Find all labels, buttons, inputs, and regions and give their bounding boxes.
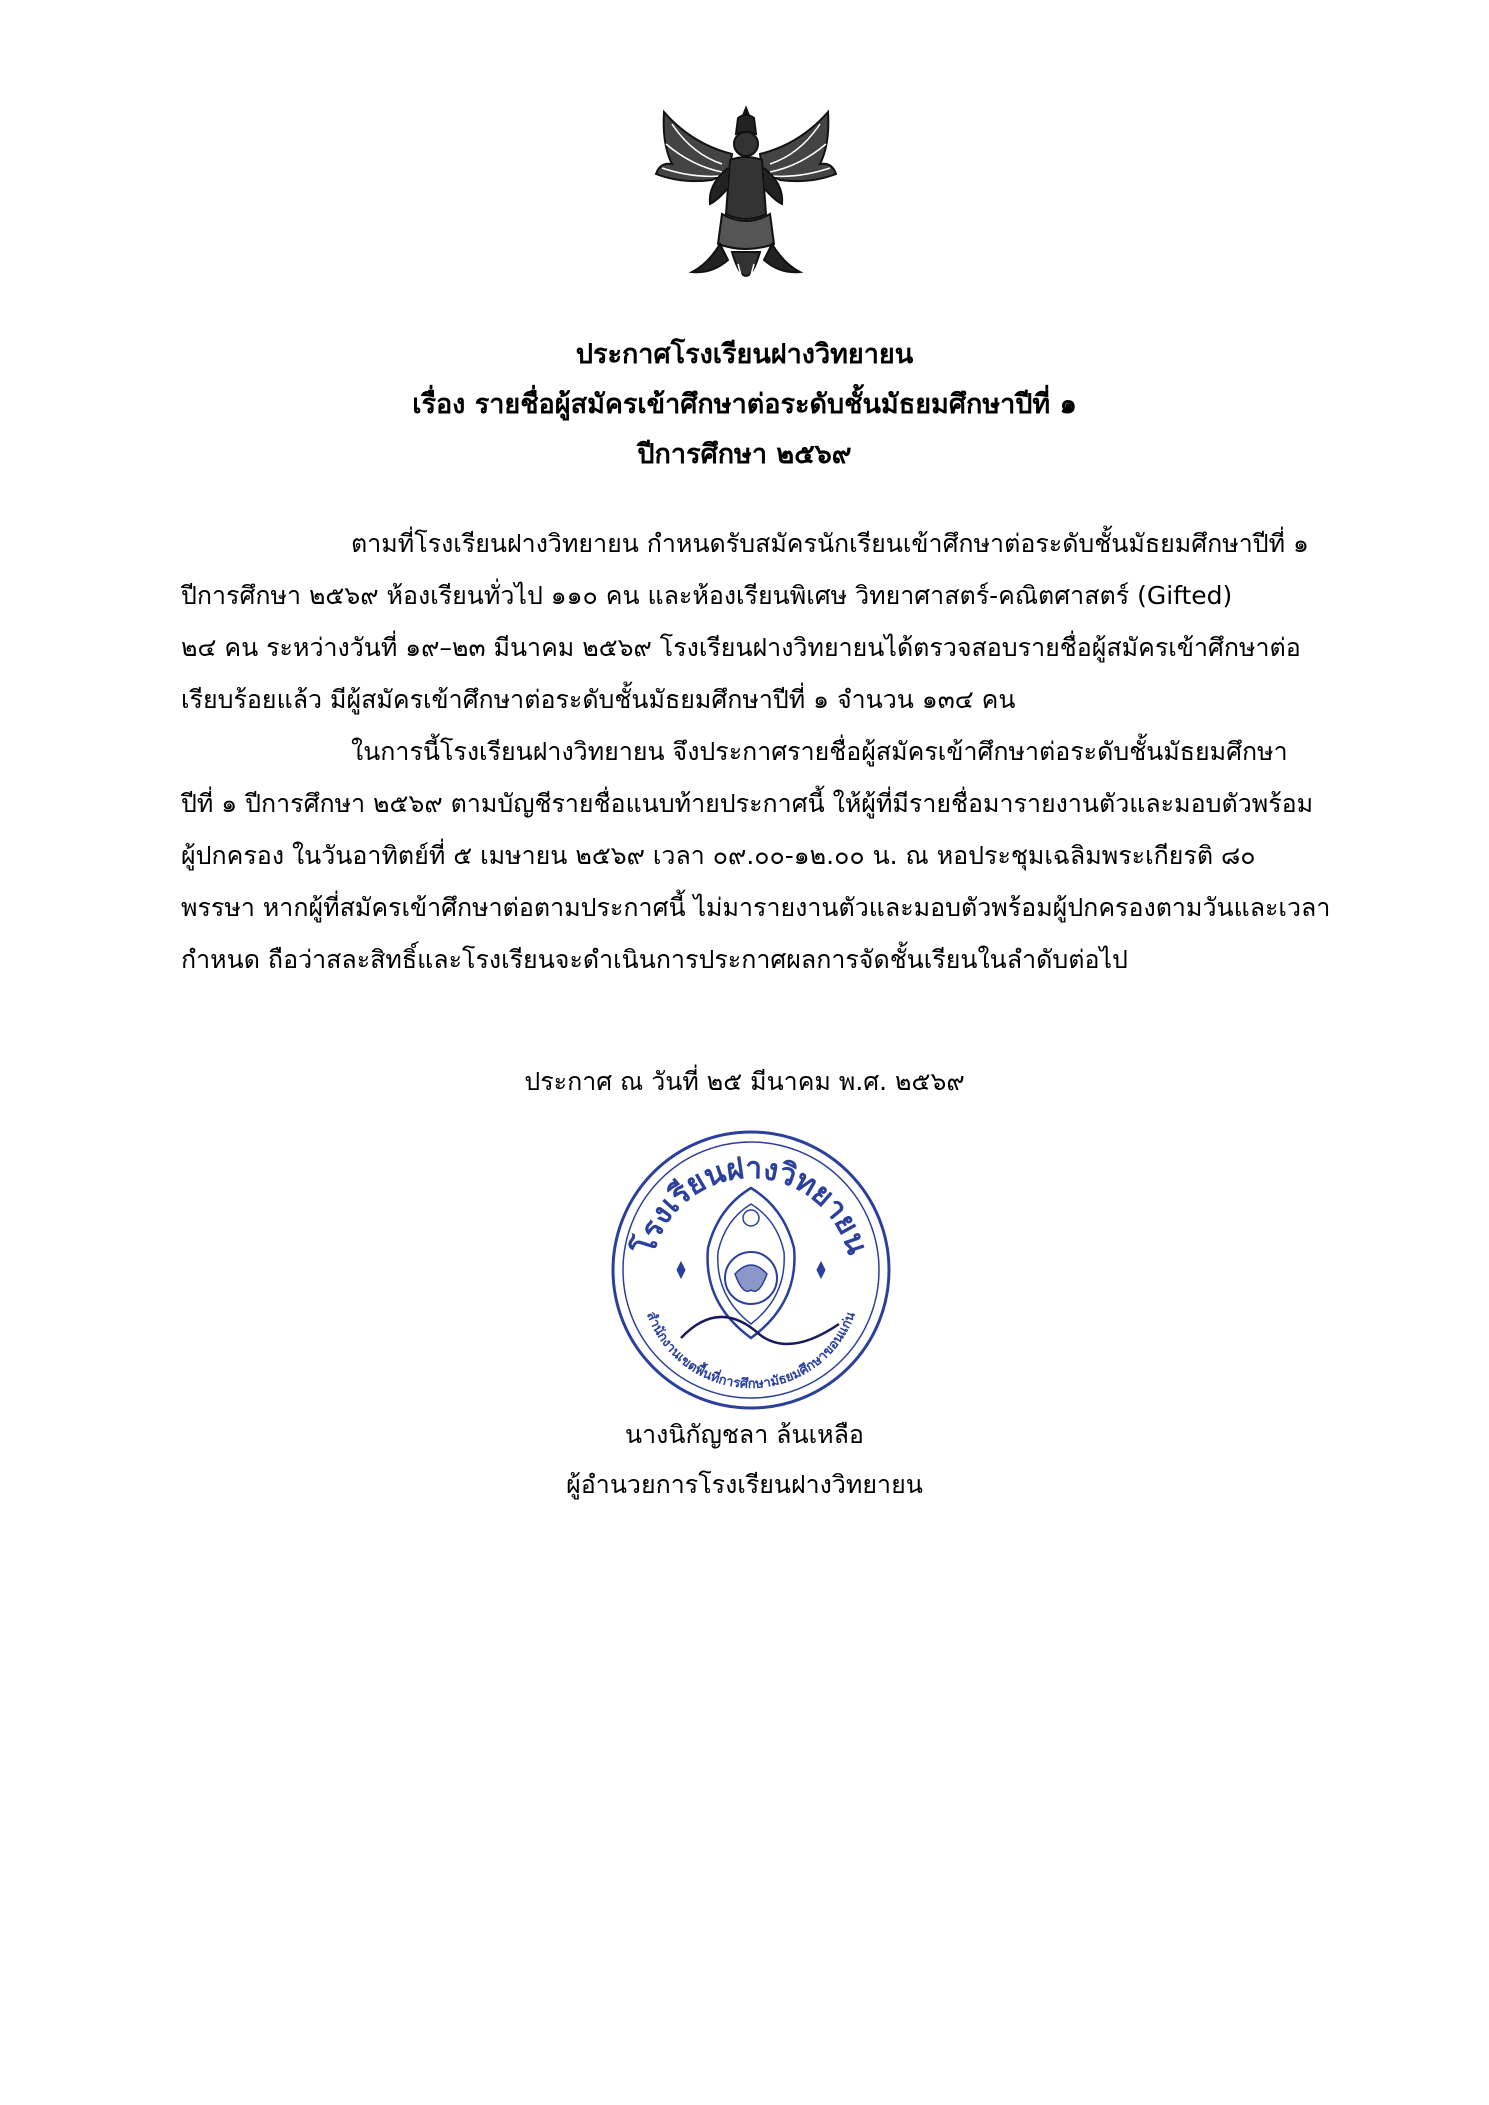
announcement-body [181, 518, 1331, 986]
seal-top-text: โรงเรียนฝางวิทยายน [627, 1150, 875, 1259]
signature-block [0, 1410, 1489, 1510]
body-line-3: ๒๔ คน ระหว่างวันที่ ๑๙–๒๓ มีนาคม ๒๕๖๙ โรงเรียนฝางวิทยายนได้ตรวจสอบรายชื่อผู้สมัครเข้าศึกษาต่อ [181, 633, 1301, 662]
body-line-2: ปีการศึกษา ๒๕๖๙ ห้องเรียนทั่วไป ๑๑๐ คน และห้องเรียนพิเศษ วิทยาศาสตร์-คณิตศาสตร์ (Gifted) [181, 581, 1233, 610]
body-line-6: ปีที่ ๑ ปีการศึกษา ๒๕๖๙ ตามบัญชีรายชื่อแนบท้ายประกาศนี้ ให้ผู้ที่มีรายชื่อมารายงานตัวและมอบตัวพร้อม [181, 789, 1314, 818]
body-line-9: กำหนด ถือว่าสละสิทธิ์และโรงเรียนจะดำเนินการประกาศผลการจัดชั้นเรียนในลำดับต่อไป [181, 945, 1128, 974]
announcement-title [0, 330, 1489, 480]
body-line-5: ในการนี้โรงเรียนฝางวิทยายน จึงประกาศรายชื่อผู้สมัครเข้าศึกษาต่อระดับชั้นมัธยมศึกษา [351, 737, 1288, 766]
body-line-1: ตามที่โรงเรียนฝางวิทยายน กำหนดรับสมัครนักเรียนเข้าศึกษาต่อระดับชั้นมัธยมศึกษาปีที่ ๑ [351, 529, 1309, 558]
body-line-7: ผู้ปกครอง ในวันอาทิตย์ที่ ๕ เมษายน ๒๕๖๙ เวลา ๐๙.๐๐-๑๒.๐๐ น. ณ หอประชุมเฉลิมพระเกียรติ ๘๐ [181, 841, 1256, 870]
school-seal-icon [609, 1128, 894, 1413]
body-line-8: พรรษา หากผู้ที่สมัครเข้าศึกษาต่อตามประกาศนี้ ไม่มารายงานตัวและมอบตัวพร้อมผู้ปกครองตามวันและเวลา [181, 893, 1331, 922]
garuda-emblem-icon [652, 104, 840, 304]
signer-title: ผู้อำนวยการโรงเรียนฝางวิทยายน [566, 1470, 923, 1499]
title-line-3: ปีการศึกษา ๒๕๖๙ [637, 439, 852, 470]
signer-name: นางนิกัญชลา ล้นเหลือ [625, 1420, 864, 1449]
svg-text:สำนักงานเขตพื้นที่การศึกษามัธย [643, 1309, 859, 1392]
body-line-4: เรียบร้อยแล้ว มีผู้สมัครเข้าศึกษาต่อระดับชั้นมัธยมศึกษาปีที่ ๑ จำนวน ๑๓๔ คน [181, 685, 1016, 714]
title-line-2: เรื่อง รายชื่อผู้สมัครเข้าศึกษาต่อระดับชั้นมัธยมศึกษาปีที่ ๑ [412, 389, 1077, 420]
announcement-date: ประกาศ ณ วันที่ ๒๕ มีนาคม พ.ศ. ๒๕๖๙ [524, 1067, 965, 1096]
seal-bottom-text: สำนักงานเขตพื้นที่การศึกษามัธยมศึกษาขอนแก่น [643, 1309, 859, 1393]
title-line-1: ประกาศโรงเรียนฝางวิทยายน [575, 339, 914, 370]
